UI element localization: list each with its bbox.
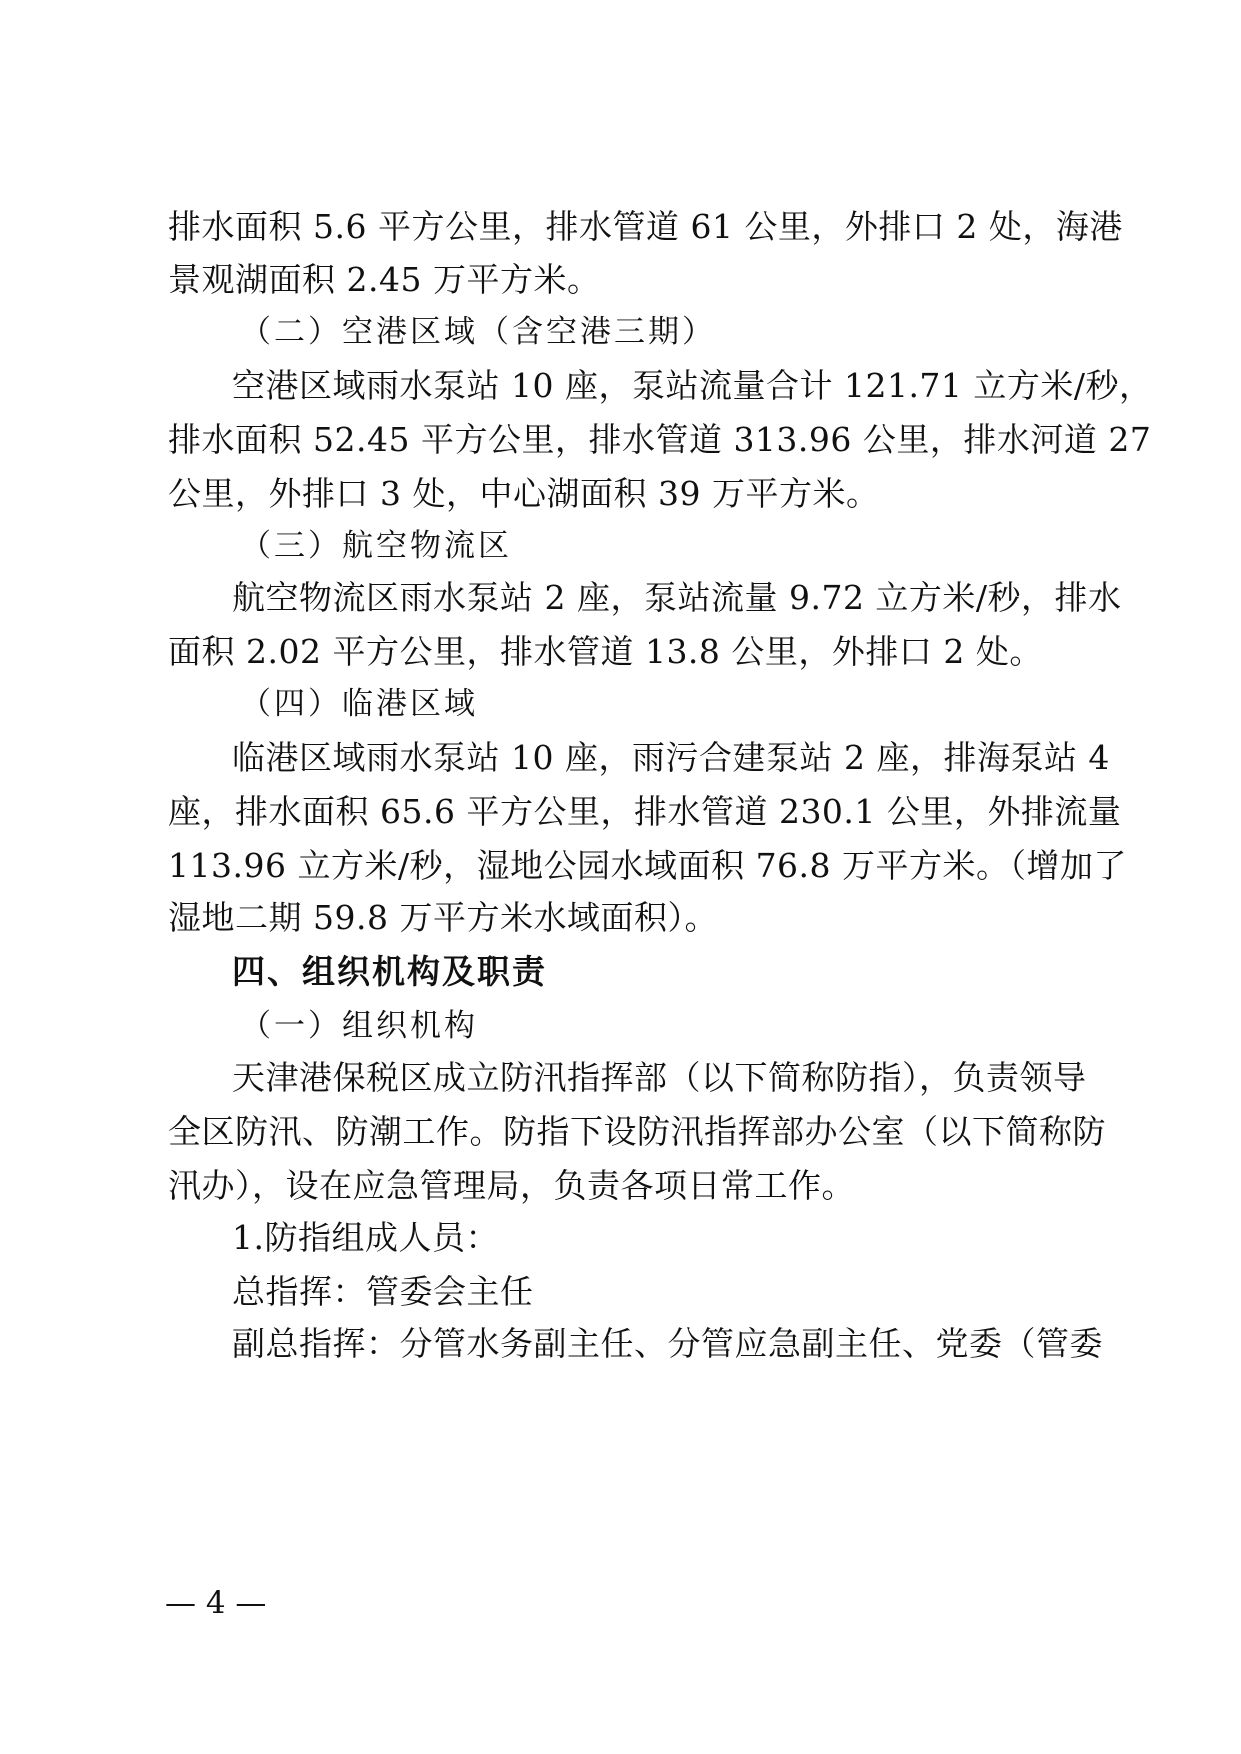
list-item-heading: 1.防指组成人员： [232, 1218, 499, 1257]
body-text-line: 副总指挥：分管水务副主任、分管应急副主任、党委（管委 [232, 1324, 1103, 1363]
section-heading: 四、组织机构及职责 [232, 952, 547, 991]
subsection-heading: （三）航空物流区 [240, 528, 512, 564]
page-number: — 4 — [165, 1585, 267, 1621]
body-text-line: 排水面积 52.45 平方公里，排水管道 313.96 公里，排水河道 27 [168, 420, 1152, 459]
body-text-line: 排水面积 5.6 平方公里，排水管道 61 公里，外排口 2 处，海港 [168, 207, 1123, 246]
body-text-line: 天津港保税区成立防汛指挥部（以下简称防指），负责领导 [232, 1058, 1087, 1097]
body-text-line: 全区防汛、防潮工作。防指下设防汛指挥部办公室（以下简称防 [168, 1112, 1106, 1151]
subsection-heading: （一）组织机构 [240, 1008, 478, 1044]
body-text-line: 座，排水面积 65.6 平方公里，排水管道 230.1 公里，外排流量 [168, 792, 1122, 831]
body-text-line: 面积 2.02 平方公里，排水管道 13.8 公里，外排口 2 处。 [168, 632, 1043, 671]
body-text-line: 湿地二期 59.8 万平方米水域面积）。 [168, 898, 718, 937]
body-text-line: 航空物流区雨水泵站 2 座，泵站流量 9.72 立方米/秒，排水 [232, 578, 1122, 617]
body-text-line: 113.96 立方米/秒，湿地公园水域面积 76.8 万平方米。（增加了 [168, 846, 1128, 885]
body-text-line: 景观湖面积 2.45 万平方米。 [168, 260, 601, 299]
body-text-line: 公里，外排口 3 处，中心湖面积 39 万平方米。 [168, 474, 880, 513]
body-text-line: 临港区域雨水泵站 10 座，雨污合建泵站 2 座，排海泵站 4 [232, 738, 1110, 777]
subsection-heading: （四）临港区域 [240, 686, 478, 722]
body-text-line: 空港区域雨水泵站 10 座，泵站流量合计 121.71 立方米/秒， [232, 366, 1153, 405]
body-text-line: 汛办），设在应急管理局，负责各项日常工作。 [168, 1166, 855, 1205]
body-text-line: 总指挥：管委会主任 [232, 1272, 534, 1311]
subsection-heading: （二）空港区域（含空港三期） [240, 314, 716, 350]
